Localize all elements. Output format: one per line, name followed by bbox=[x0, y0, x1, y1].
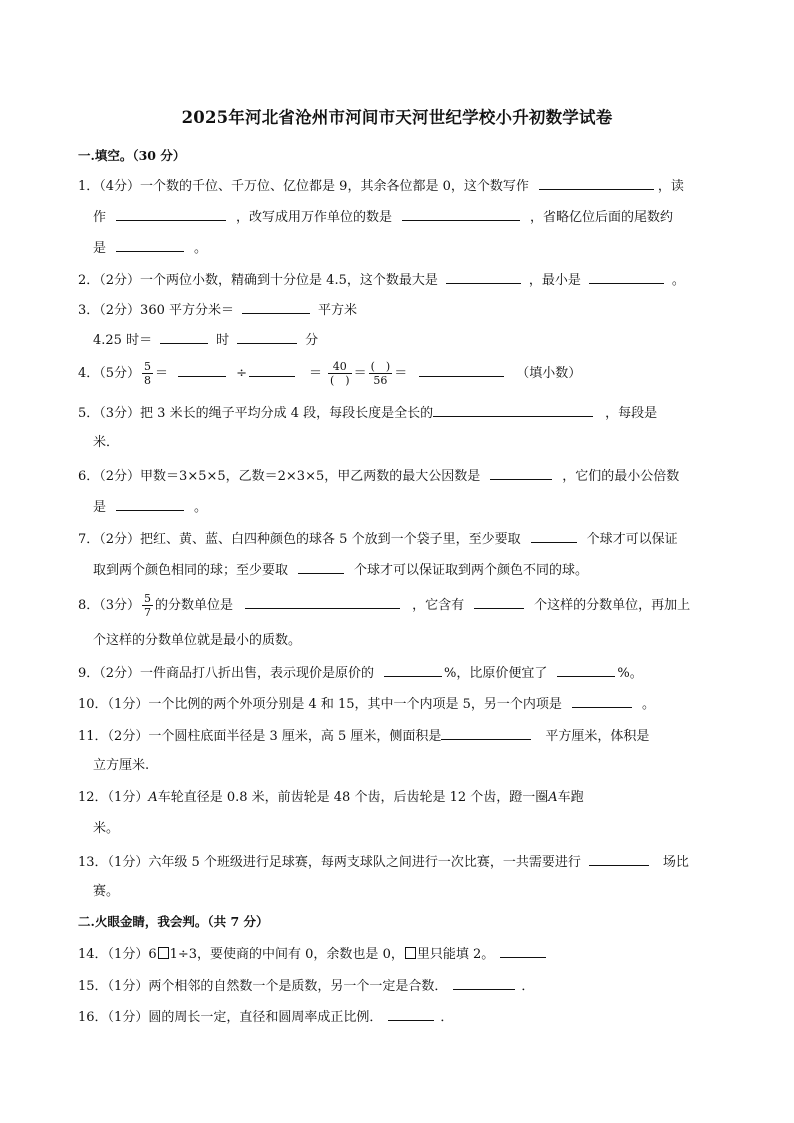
question-16: 16．（1分）圆的周长一定，直径和圆周率成正比例． ． bbox=[78, 1007, 453, 1027]
question-3-line-2: 4.25 时＝ 时 分 bbox=[93, 330, 318, 350]
question-1-line-2: 作 ，改写成用万作单位的数是 ，省略亿位后面的尾数约 bbox=[93, 207, 673, 227]
question-1-line-1: 1．（4分）一个数的千位、千万位、亿位都是 9，其余各位都是 0，这个数写作 ，读 bbox=[78, 176, 684, 196]
answer-blank[interactable] bbox=[557, 663, 615, 677]
fraction-5-7: $\frac{5}{7}$ bbox=[144, 592, 152, 619]
empty-square-box bbox=[158, 947, 169, 959]
answer-blank[interactable] bbox=[245, 595, 400, 609]
question-6-line-2: 是 。 bbox=[93, 497, 207, 517]
question-11-line-2: 立方厘米. bbox=[93, 758, 150, 773]
question-15: 15．（1分）两个相邻的自然数一个是质数，另一个一定是合数． ． bbox=[78, 976, 534, 996]
answer-blank[interactable] bbox=[116, 207, 226, 221]
section-fill-in-heading: 一.填空。（30 分） bbox=[78, 148, 186, 163]
answer-blank[interactable] bbox=[388, 1007, 434, 1021]
question-6-line-1: 6．（2分）甲数＝3×5×5，乙数＝2×3×5，甲乙两数的最大公因数是 ，它们的最小公倍数 bbox=[78, 466, 679, 486]
section-judge-heading: 二.火眼金睛，我会判。（共 7 分） bbox=[78, 914, 269, 929]
answer-blank[interactable] bbox=[298, 560, 344, 574]
question-3-line-1: 3．（2分）360 平方分米＝ 平方米 bbox=[78, 300, 357, 320]
question-7-line-2: 取到两个颜色相同的球；至少要取 个球才可以保证取到两个颜色不同的球。 bbox=[93, 560, 588, 580]
answer-blank[interactable] bbox=[384, 663, 442, 677]
answer-blank[interactable] bbox=[237, 330, 297, 344]
answer-blank[interactable] bbox=[474, 595, 524, 609]
question-1-line-3: 是 。 bbox=[93, 238, 207, 258]
answer-blank[interactable] bbox=[419, 363, 504, 377]
answer-blank[interactable] bbox=[402, 207, 520, 221]
answer-blank[interactable] bbox=[242, 300, 310, 314]
question-9: 9．（2分）一件商品打八折出售，表示现价是原价的 %，比原价便宜了 %。 bbox=[78, 663, 643, 683]
fraction-blank-56: $\frac{( )}{56}$ bbox=[370, 360, 391, 387]
answer-blank[interactable] bbox=[116, 497, 184, 511]
answer-blank[interactable] bbox=[441, 726, 531, 740]
answer-blank[interactable] bbox=[178, 363, 226, 377]
question-2: 2．（2分）一个两位小数，精确到十分位是 4.5，这个数最大是 ，最小是 。 bbox=[78, 270, 685, 290]
fraction-5-8: $\frac{5}{8}$ bbox=[144, 360, 152, 387]
answer-blank[interactable] bbox=[539, 176, 654, 190]
answer-blank[interactable] bbox=[589, 852, 649, 866]
question-11-line-1: 11．（2分）一个圆柱底面半径是 3 厘米，高 5 厘米，侧面积是 平方厘米，体积是 bbox=[78, 726, 649, 746]
question-8-line-2: 个这样的分数单位就是最小的质数。 bbox=[93, 633, 302, 648]
question-5-line-2: 米． bbox=[93, 435, 120, 450]
exam-title: 2025年河北省沧州市河间市天河世纪学校小升初数学试卷 bbox=[181, 108, 613, 127]
answer-blank[interactable] bbox=[589, 270, 664, 284]
fraction-40-blank: $\frac{40}{( )}$ bbox=[329, 360, 350, 387]
answer-blank[interactable] bbox=[490, 466, 552, 480]
question-7-line-1: 7．（2分）把红、黄、蓝、白四种颜色的球各 5 个放到一个袋子里，至少要取 个球才可以保证 bbox=[78, 529, 678, 549]
answer-blank[interactable] bbox=[446, 270, 521, 284]
question-13-line-2: 赛。 bbox=[93, 884, 120, 899]
answer-blank[interactable] bbox=[531, 529, 577, 543]
question-5-line-1: 5．（3分）把 3 米长的绳子平均分成 4 段，每段长度是全长的 ，每段是 bbox=[78, 403, 657, 423]
question-10: 10．（1分）一个比例的两个外项分别是 4 和 15，其中一个内项是 5，另一个内项是 。 bbox=[78, 694, 655, 714]
answer-blank[interactable] bbox=[249, 363, 295, 377]
answer-blank[interactable] bbox=[572, 694, 632, 708]
question-14: 14．（1分）6 1÷3，要使商的中间有 0，余数也是 0， 里只能填 2。 bbox=[78, 944, 552, 964]
question-8-line-1: 8．（3分） $\frac{5}{7}$ 的分数单位是 ，它含有 个这样的分数单位，再加上 bbox=[78, 592, 691, 619]
question-4: 4．（5分） $\frac{5}{8}$ ＝ ÷ ＝ $\frac{40}{( )}$ ＝ $\frac{( )}{56}$ ＝ （填小数） bbox=[78, 360, 582, 387]
answer-blank[interactable] bbox=[500, 944, 546, 958]
empty-square-box bbox=[405, 947, 416, 959]
answer-blank[interactable] bbox=[116, 238, 184, 252]
answer-blank[interactable] bbox=[160, 330, 208, 344]
answer-blank[interactable] bbox=[453, 976, 515, 990]
question-12-line-2: 米。 bbox=[93, 821, 120, 836]
question-13-line-1: 13．（1分）六年级 5 个班级进行足球赛，每两支球队之间进行一次比赛，一共需要进行 场比 bbox=[78, 852, 689, 872]
answer-blank[interactable] bbox=[433, 403, 593, 417]
question-12-line-1: 12．（1分）A车轮直径是 0.8 米，前齿轮是 48 个齿，后齿轮是 12 个齿，蹬一圈A车跑 bbox=[78, 790, 584, 805]
